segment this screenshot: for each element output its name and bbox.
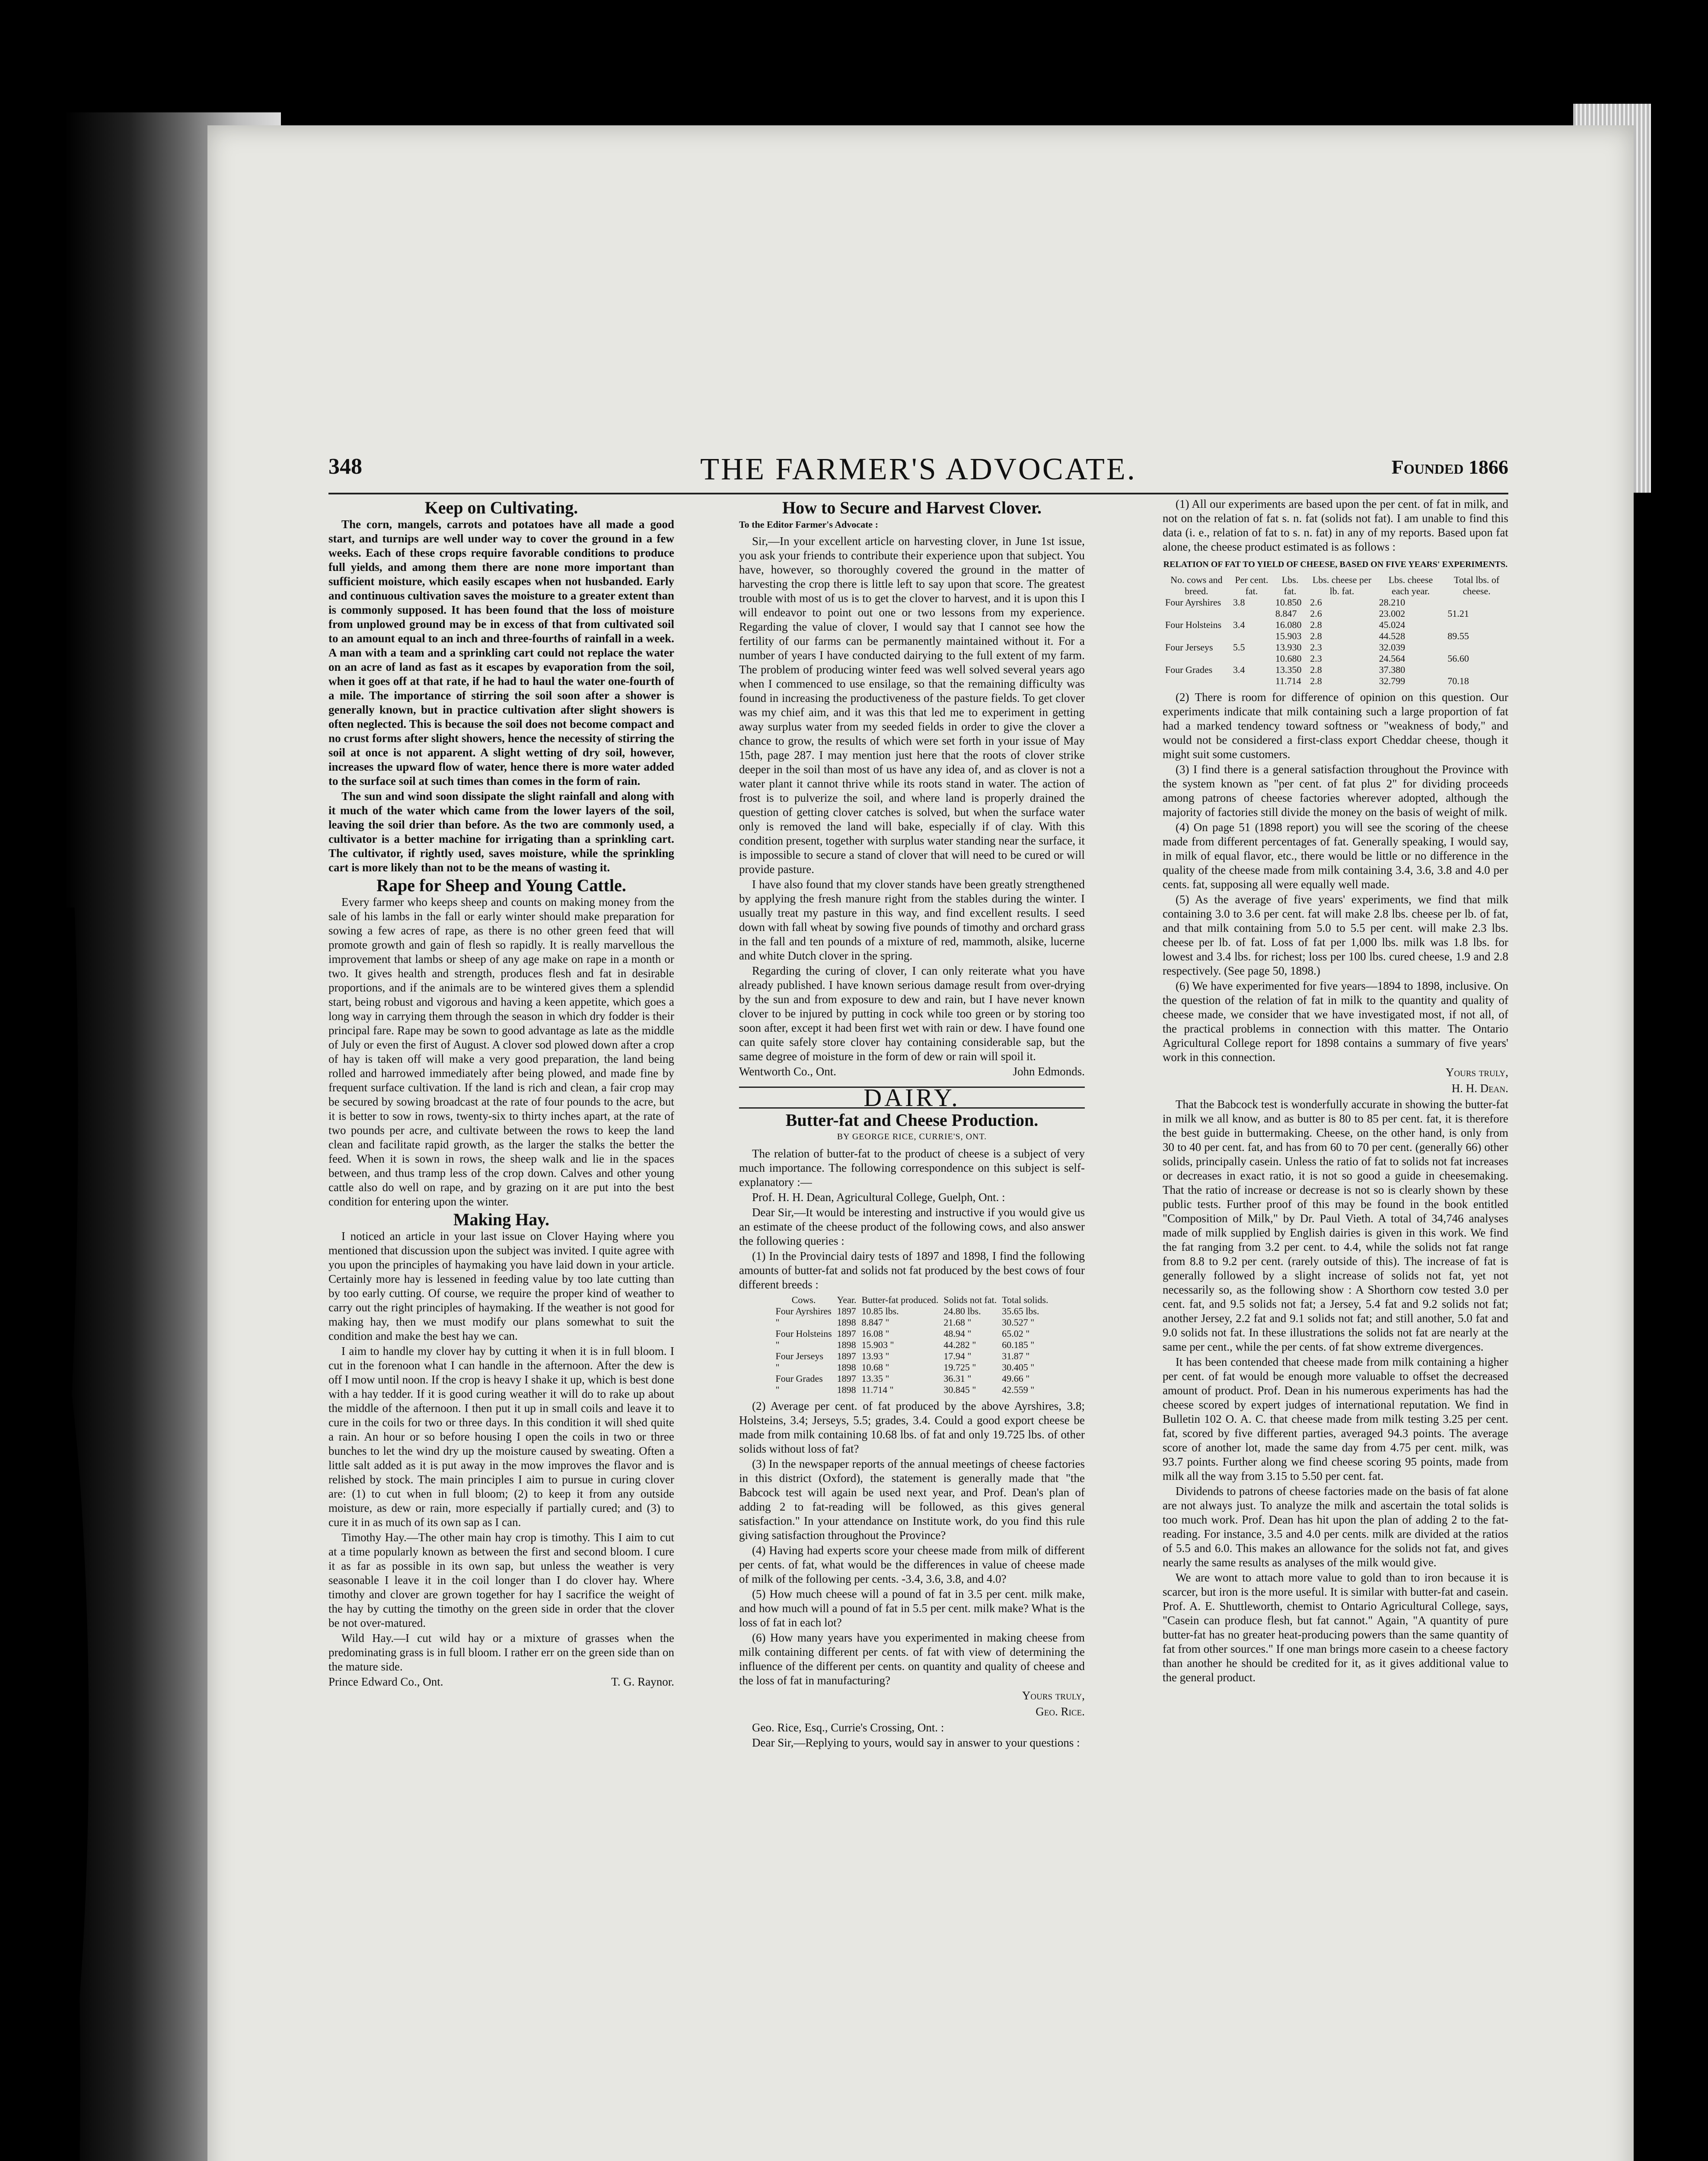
table-cell: 5.5: [1233, 642, 1245, 653]
table-header-cell: Total lbs. of cheese.: [1453, 574, 1500, 596]
table-header-cell: No. cows and breed.: [1170, 574, 1223, 596]
table-cell: 48.94 ": [943, 1328, 972, 1339]
table-cell: 28.210: [1379, 597, 1405, 608]
table-cell: 42.559 ": [1002, 1384, 1035, 1395]
table-cell: [1445, 619, 1508, 631]
table-row: [1163, 664, 1508, 676]
table-cell: 70.18: [1447, 676, 1469, 686]
paragraph: (4) Having had experts score your cheese made from milk of different per cents. of fat, what would be the differences in value of cheese made of milk of the following per cents. -3.4, 3.6, 3.8, and 4.0?: [739, 1544, 1085, 1585]
table-cell: ": [775, 1339, 780, 1350]
table-row: [773, 1351, 1051, 1362]
table-cell: ": [775, 1384, 780, 1395]
paragraph: I have also found that my clover stands have been greatly strengthened by applying the fresh manure right from the stables during the winter. I usually treat my pasture in this way, and find excellent results. I seed down with fall wheat by sowing five pounds of timothy and orchard grass in the fall and ten pounds of a mixture of red, mammoth, alsike, lucerne and white Dutch clover in the spring.: [739, 878, 1085, 962]
table-cell: [1230, 653, 1273, 664]
table-row: [773, 1317, 1051, 1328]
page-number: 348: [328, 454, 362, 479]
table-cell: 1897: [837, 1328, 856, 1339]
paragraph: (3) I find there is a general satisfaction throughout the Province with the system known as "per cent. of fat plus 2" for dividing proceeds among patrons of cheese factories wherever adopted, although the majority of factories still divide the money on the basis of weight of milk.: [1163, 763, 1508, 819]
table-cell: 32.799: [1379, 676, 1405, 686]
table-row: [1163, 676, 1508, 687]
table-cell: 3.8: [1233, 597, 1245, 608]
table-header-cell: Year.: [837, 1294, 857, 1305]
table-row: [773, 1384, 1051, 1396]
table-cell: 1897: [837, 1373, 856, 1384]
table-row: [773, 1362, 1051, 1373]
table-header-cell: Lbs. cheese each year.: [1388, 574, 1433, 596]
paragraph: Dear Sir,—It would be interesting and instructive if you would give us an estimate of the cheese product of the following cows, and also answer the following queries :: [739, 1206, 1085, 1247]
table-cell: 89.55: [1447, 631, 1469, 641]
signature-place: Wentworth Co., Ont.: [739, 1065, 837, 1078]
table-header-cell: Per cent. fat.: [1235, 574, 1268, 596]
header-rule: [328, 493, 1508, 494]
paragraph: (2) Average per cent. of fat produced by the above Ayrshires, 3.8; Holsteins, 3.4; Jerseys, 5.5; grades, 3.4. Could a good export cheese be made from milk containing 10.68 lbs. of fat and only 19.725 lbs. of other solids without loss of fat?: [739, 1399, 1085, 1455]
article-title-clover: How to Secure and Harvest Clover.: [782, 498, 1042, 517]
table-cell: Four Grades: [775, 1373, 823, 1384]
table-cell: 1898: [837, 1339, 856, 1350]
paragraph: Every farmer who keeps sheep and counts on making money from the sale of his lambs in the fall or early winter should make preparation for sowing a few acres of rape, as there is no other green feed that will promote growth and gain of flesh so rapidly. It is really marvellous the improvement that lambs or sheep of any age make on rape in a month or two. It gives health and strength, produces flesh and fat in desirable proportions, and if the animals are to be wintered gives them a splendid start, being robust and vigorous and having a keen appetite, which goes a long way in carrying them through the season in which dry fodder is their principal fare. Rape may be sown to good advantage as late as the middle of July or even the first of August. A clover sod plowed down after a crop of hay is taken off will make a very good preparation, the land being rolled and harrowed immediately after being plowed, and made fine by frequent surface cultivation. If the land is rich and clean, a fair crop may be secured by sowing broadcast at the rate of four pounds to the acre, but it is better to sow in rows, twenty-six to thirty inches apart, at the rate of two pounds per acre, and cultivate between the rows to keep the land clean and facilitate rapid growth, as the larger the stalks the better the feed. When it is sown in rows, the sheep walk and lie in the spaces between, and thus tramp less of the crop down. Calves and other young cattle also do well on rape, and by grazing on it are put into the best condition for entering upon the winter.: [328, 896, 674, 1208]
table-cell: ": [775, 1362, 780, 1373]
table-cell: 36.31 ": [943, 1373, 972, 1384]
paragraph: Dividends to patrons of cheese factories made on the basis of fat alone are not always just. To analyze the milk and ascertain the total solids is too much work. Prof. Dean has hit upon the plan of adding 2 to the fat-reading. For instance, 3.5 and 4.0 per cents. milk are divided at the ratios of 5.5 and 6.0. This makes an allowance for the solids not fat, and gives nearly the same results as analyses of the milk would give.: [1163, 1485, 1508, 1569]
table-cell: 49.66 ": [1002, 1373, 1030, 1384]
table-cell: 21.68 ": [943, 1317, 972, 1328]
table-row: [1163, 653, 1508, 664]
table-cell: 45.024: [1379, 619, 1405, 630]
table-header-cell: Butter-fat produced.: [861, 1294, 939, 1305]
table-cell: 31.87 ": [1002, 1351, 1030, 1361]
table-cell: 1898: [837, 1362, 856, 1373]
table-cell: [1445, 664, 1508, 676]
signature-name: John Edmonds.: [1013, 1065, 1085, 1078]
table-cell: 1898: [837, 1384, 856, 1395]
paragraph: The corn, mangels, carrots and potatoes have all made a good start, and turnips are well under way to cover the ground in a few weeks. Each of these crops require favorable conditions to produce full yields, and among them there are none more important than sufficient moisture, which easily escapes when not husbanded. Early and continuous cultivation saves the moisture to a greater extent than is commonly supposed. It has been found that the loss of moisture from unplowed ground may be in excess of that from cultivated soil to an amount equal to an inch and three-fourths of rainfall in a week. A man with a team and a sprinkling cart could not replace the water on an acre of land as fast as it escapes by evaporation from the soil, when it goes off at that rate, if he had to haul the water one-fourth of a mile. The importance of stirring the soil soon after a shower is generally known, but in practice cultivation after slight showers is often neglected. This is because the soil does not become compact and no crust forms after slight showers, hence the necessity of stirring the soil at once is not apparent. A slight wetting of dry soil, however, increases the upward flow of water, hence there is more water added to the surface soil at such times than comes in the form of rain.: [328, 518, 674, 787]
table-cell: 13.93 ": [861, 1351, 889, 1361]
table-cell: 2.8: [1310, 664, 1322, 675]
table-cell: 30.527 ": [1002, 1317, 1035, 1328]
table-cell: 65.02 ": [1002, 1328, 1030, 1339]
paragraph: (2) There is room for difference of opinion on this question. Our experiments indicate that milk containing such a large proportion of fat had a marked tendency toward softness or "weakness of body," and would not be considered a first-class export Cheddar cheese, though it might suit some customers.: [1163, 691, 1508, 761]
table-header-cell: Lbs. fat.: [1281, 574, 1299, 596]
table-cell: [1230, 676, 1273, 687]
table-header-cell: Lbs. cheese per lb. fat.: [1312, 574, 1372, 596]
table-cell: Four Ayrshires: [1165, 597, 1221, 608]
table-cell: Four Holsteins: [775, 1328, 832, 1339]
table-header-row: [773, 1294, 1051, 1306]
page-header: [328, 454, 1508, 493]
paragraph: Wild Hay.—I cut wild hay or a mixture of grasses when the predominating grass is in full bloom. I rather err on the green side than on the mature side.: [328, 1632, 674, 1673]
table-cell: 13.35 ": [861, 1373, 889, 1384]
table-cell: 1897: [837, 1351, 856, 1361]
article-title-hay: Making Hay.: [453, 1210, 550, 1229]
binding-holes: [0, 908, 130, 2161]
addressee: Prof. H. H. Dean, Agricultural College, Guelph, Ont. :: [752, 1191, 1005, 1204]
table-cell: 11.714 ": [861, 1384, 894, 1395]
article-title-rape: Rape for Sheep and Young Cattle.: [376, 876, 626, 895]
table-cell: 3.4: [1233, 664, 1245, 675]
table-cell: 16.08 ": [861, 1328, 889, 1339]
table-cell: 10.85 lbs.: [861, 1306, 899, 1316]
table-dairy-tests: [773, 1294, 1051, 1396]
table-cell: Four Grades: [1165, 664, 1213, 675]
closing: Yours truly,: [1445, 1066, 1508, 1079]
table-cell: 2.6: [1310, 608, 1322, 619]
article-body-cultivating: [328, 517, 674, 875]
paragraph: Timothy Hay.—The other main hay crop is timothy. This I aim to cut at a time popularly known as between the first and second bloom. I cure it as far as possible in its own sap, but unless the weather is very seasonable I leave it in the coil longer than I do clover hay. Where timothy and clover are grown together for hay I sacrifice the weight of the hay by cutting the timothy on the green side in order that the clover be not over-matured.: [328, 1531, 674, 1629]
masthead-title: THE FARMER'S ADVOCATE.: [700, 452, 1137, 486]
table-header-row: [1163, 574, 1508, 597]
section-heading-dairy: DAIRY.: [739, 1087, 1085, 1109]
column-middle: [739, 497, 1085, 2161]
paragraph: (3) In the newspaper reports of the annual meetings of cheese factories in this district (Oxford), the statement is generally made that "the Babcock test will again be used next year, and Prof. Dean's plan of adding 2 to fat-reading will be followed, as this gives general satisfaction." In your attendance on Institute work, do you find this rule giving satisfaction throughout the Province?: [739, 1457, 1085, 1542]
article-title-cultivating: Keep on Cultivating.: [424, 498, 578, 517]
table-row: [773, 1328, 1051, 1339]
paragraph: It has been contended that cheese made from milk containing a higher per cent. of fat would be enough more valuable to offset the decreased amount of product. Prof. Dean in his numerous experiments has had the cheese scored by expert judges of international reputation. We find in Bulletin 102 O. A. C. that cheese made from milk testing 3.25 per cent. fat, scored by five different parties, averaged 94.3 points. The average score of another lot, made the same day from 4.75 per cent. milk, was 93.7 points. Further along we find cheese scoring 95 points, made from milk all the way from 3.15 to 5.50 per cent. fat.: [1163, 1355, 1508, 1482]
table-cell: [1163, 608, 1230, 619]
table-title: RELATION OF FAT TO YIELD OF CHEESE, BASED ON FIVE YEARS' EXPERIMENTS.: [1163, 560, 1508, 569]
table-cell: 24.80 lbs.: [943, 1306, 981, 1316]
table-cell: Four Jerseys: [775, 1351, 824, 1361]
addressee: Geo. Rice, Esq., Currie's Crossing, Ont. :: [752, 1721, 944, 1734]
table-cell: 19.725 ": [943, 1362, 976, 1373]
paragraph: Sir,—In your excellent article on harvesting clover, in June 1st issue, you ask your friends to contribute their experience upon that subject. You have, however, so thoroughly covered the ground in the matter of harvesting the crop there is little left to say upon that score. The greatest trouble with most of us is to get the clover to harvest, and it is upon this I will endeavor to point out one or two lessons from my experience. Regarding the value of clover, I would say that I cannot see how the fertility of our farms can be permanently maintained without it. For a number of years I have conducted dairying to the full extent of my farm. The problem of producing winter feed was well solved several years ago when I commenced to use ensilage, so that the remaining difficulty was found in increasing the productiveness of the pasture fields. To get clover was my chief aim, and it was this that led me to experiment in getting away surplus water from my seeded fields in order to give the clover a chance to grow, the results of which were set forth in your issue of May 15th, page 287. I may mention just here that the roots of clover strike deeper in the soil than most of us have any idea of, and as clover is not a water plant it cannot thrive while its roots stand in water. The action of frost is to pulverize the soil, and where land is properly drained the question of getting clover catches is solved, but when the surface water only is removed the land will bake, especially if of clay. With this condition present, together with surplus water standing near the surface, it is impossible to secure a stand of clover that will need to be cured or will provide pasture.: [739, 535, 1085, 876]
table-cell: Four Jerseys: [1165, 642, 1213, 653]
table-row: [1163, 608, 1508, 619]
table-cell: 23.002: [1379, 608, 1405, 619]
column-left: [328, 497, 674, 2161]
paragraph: I noticed an article in your last issue on Clover Haying where you mentioned that discussion upon the subject was invited. I quite agree with you upon the principles of haymaking you have laid down in your article. Certainly more hay is lessened in feeding value by too late cutting than by too early cutting. Of course, we require the proper kind of weather to carry out the right principles of haymaking. If the weather is not good for making hay, then we must modify our plans somewhat to suit the condition and make the best hay we can.: [328, 1230, 674, 1342]
paragraph: (5) As the average of five years' experiments, we find that milk containing 3.0 to 3.6 per cent. fat will make 2.8 lbs. cheese per lb. of fat, and that milk containing from 5.0 to 5.5 per cent. will make 2.3 lbs. cheese per lb. of fat. Loss of fat per 1,000 lbs. milk was 1.8 lbs. for lowest and 3.4 lbs. for richest; loss per 100 lbs. cured cheese, 1.9 and 2.8 respectively. (See page 50, 1898.): [1163, 893, 1508, 977]
table-row: [773, 1306, 1051, 1317]
table-row: [1163, 597, 1508, 608]
signature-row: [739, 1065, 1085, 1079]
table-cell: 2.8: [1310, 619, 1322, 630]
table-cell: 60.185 ": [1002, 1339, 1035, 1350]
table-cell: 37.380: [1379, 664, 1405, 675]
table-cell: [1163, 653, 1230, 664]
paragraph: We are wont to attach more value to gold than to iron because it is scarcer, but iron is the more useful. It is similar with butter-fat and casein. Prof. A. E. Shuttleworth, chemist to Ontario Agricultural College, says, "Casein can produce flesh, but fat cannot." Again, "A quantity of pure butter-fat has no greater heat-producing powers than the same quantity of fat from other sources." If one man brings more casein to a cheese factory than another he should be credited for it, as it gives additional value to the general product.: [1163, 1571, 1508, 1684]
table-cell: [1230, 608, 1273, 619]
table-cell: 2.6: [1310, 597, 1322, 608]
table-cell: 10.680: [1275, 653, 1302, 664]
paragraph: I aim to handle my clover hay by cutting it when it is in full bloom. I cut in the forenoon what I can handle in the afternoon. After the dew is off I mow until noon. If the crop is heavy I shake it up, which is best done with a hay tedder. If it is good curing weather it will do to rake up about the middle of the afternoon. I then put it up in small coils and leave it to cure in the coils for two or three days. In this condition it will shed quite a rain. An hour or so before housing I open the coils in two or three bunches to let the wind dry up the moisture caused by sweating. Often a little salt added as it is put away in the mow improves the flavor and is relished by stock. The main principles I aim to pursue in curing clover are: (1) to cut when in full bloom; (2) to keep it from any outside moisture, as dew or rain, more especially if partially cured; and (3) to cure it in as much of its own sap as I can.: [328, 1345, 674, 1529]
table-cell: 13.350: [1275, 664, 1302, 675]
table-cell: 24.564: [1379, 653, 1405, 664]
table-cell: 44.528: [1379, 631, 1405, 641]
table-row: [1163, 642, 1508, 653]
founded-label: Founded 1866: [1391, 456, 1508, 478]
table-cell: [1230, 631, 1273, 642]
closing-name: Geo. Rice.: [1036, 1705, 1085, 1718]
signature-row: [328, 1675, 674, 1689]
table-cell: 2.8: [1310, 631, 1322, 641]
to-editor-line: To the Editor Farmer's Advocate :: [739, 519, 879, 530]
table-cell: 30.405 ": [1002, 1362, 1035, 1373]
table-cell: 32.039: [1379, 642, 1405, 653]
table-cell: 44.282 ": [943, 1339, 976, 1350]
table-cell: Four Ayrshires: [775, 1306, 832, 1316]
table-row: [773, 1339, 1051, 1351]
table-cell: [1163, 631, 1230, 642]
paragraph: (6) We have experimented for five years—1894 to 1898, inclusive. On the question of the relation of fat in milk to the quantity and quality of cheese made, we consider that we have investigated most, if not all, of the practical problems in connection with this matter. The Ontario Agricultural College report for 1898 contains a summary of five years' work in this connection.: [1163, 979, 1508, 1064]
table-row: [1163, 631, 1508, 642]
table-cell: 13.930: [1275, 642, 1302, 653]
paragraph: Regarding the curing of clover, I can only reiterate what you have already published. I have known serious damage result from over-drying by the sun and from exposure to dew and rain, but I have never known clover to be injured by putting in cock while too green or by storing too soon after, except it had been first wet with rain or dew. I have found one can quite safely store clover hay containing considerable sap, but the same degree of moisture in the form of dew or rain will spoil it.: [739, 964, 1085, 1063]
table-header-cell: Total solids.: [1002, 1294, 1048, 1305]
paragraph: (6) How many years have you experimented in making cheese from milk containing different per cents. of fat with view of determining the influence of the different per cents. on quantity and quality of cheese and the loss of fat in manufacturing?: [739, 1631, 1085, 1687]
column-right: [1163, 497, 1508, 2161]
table-cell: 51.21: [1447, 608, 1469, 619]
table-cell: ": [775, 1317, 780, 1328]
closing: Yours truly,: [1022, 1689, 1085, 1702]
table-cell: [1163, 676, 1230, 687]
scan-border-top: [0, 0, 1708, 112]
table-header-cell: Cows.: [791, 1294, 816, 1305]
paragraph: The relation of butter-fat to the product of cheese is a subject of very much importance. The following correspondence on this subject is self-explanatory :—: [739, 1147, 1085, 1189]
paragraph: (5) How much cheese will a pound of fat in 3.5 per cent. milk make, and how much will a pound of fat in 5.5 per cent. milk make? What is the loss of fat in each lot?: [739, 1587, 1085, 1629]
table-cell: 15.903 ": [861, 1339, 894, 1350]
paragraph: (1) In the Provincial dairy tests of 1897 and 1898, I find the following amounts of butter-fat and solids not fat produced by the best cows of four different breeds :: [739, 1249, 1085, 1291]
table-cell: 2.8: [1310, 676, 1322, 686]
table-cell: 10.850: [1275, 597, 1302, 608]
table-cell: 8.847 ": [861, 1317, 889, 1328]
paragraph: That the Babcock test is wonderfully accurate in showing the butter-fat in milk we all know, and as butter is 80 to 85 per cent. fat, it is therefore the best guide in buttermaking. Cheese, on the other hand, is only from 30 to 40 per cent. fat, and has from 60 to 70 per cent. (generally 66) other solids, principally casein. Unless the ratio of fat to solids not fat increases or decreases in exact ratio, it is not so good a guide in cheesemaking. That the ratio of increase or decrease is not so is clearly shown by these public tests. Further proof of this may be found in the book entitled "Composition of Milk," by Dr. Paul Vieth. A total of 34,746 analyses made of milk supplied by English dairies is given in this work. We find the fat ranging from 3.2 per cent. to 4.4, while the solids not fat range from 8.8 to 9.2 per cent. (rarely outside of this). The increase of fat is generally followed by a slight increase of solids not fat, yet not necessarily so, as the following show : A Shorthorn cow tested 3.0 per cent. fat, and 9.5 solids not fat; a Jersey, 5.4 fat and 9.2 solids not fat; another Jersey, 2.2 fat and 9.1 solids not fat; and still another, 5.0 fat and 9.0 solids not fat. In these illustrations the solids not fat are nearly at the same per cent., while the per cents. of fat show extreme divergences.: [1163, 1098, 1508, 1353]
table-cell: 2.3: [1310, 642, 1322, 653]
paragraph: (4) On page 51 (1898 report) you will see the scoring of the cheese made from different percentages of fat. Generally speaking, I would say, in milk of equal flavor, etc., there would be little or no difference in the quality of the cheese made from milk containing 3.4, 3.6, 3.8 and 4.0 per cents. fat, supposing all were equally well made.: [1163, 821, 1508, 891]
table-cheese-yield: [1163, 574, 1508, 687]
table-row: [1163, 619, 1508, 631]
table-cell: 30.845 ": [943, 1384, 976, 1395]
table-cell: 17.94 ": [943, 1351, 972, 1361]
table-cell: 1897: [837, 1306, 856, 1316]
paragraph: Dear Sir,—Replying to yours, would say in answer to your questions :: [752, 1736, 1080, 1749]
signature-place: Prince Edward Co., Ont.: [328, 1675, 443, 1688]
table-cell: Four Holsteins: [1165, 619, 1222, 630]
table-cell: [1445, 642, 1508, 653]
table-cell: 16.080: [1275, 619, 1302, 630]
article-title-butterfat: Butter-fat and Cheese Production.: [785, 1110, 1039, 1130]
table-cell: 2.3: [1310, 653, 1322, 664]
table-cell: [1445, 597, 1508, 608]
byline: BY GEORGE RICE, CURRIE'S, ONT.: [837, 1132, 987, 1141]
table-cell: 35.65 lbs.: [1002, 1306, 1039, 1316]
table-cell: 3.4: [1233, 619, 1245, 630]
paragraph: (1) All our experiments are based upon the per cent. of fat in milk, and not on the relation of fat s. n. fat (solids not fat). I am unable to find this data (i. e., relation of fat to s. n. fat) in any of my reports. Based upon fat alone, the cheese product estimated is as follows :: [1163, 497, 1508, 553]
table-cell: 8.847: [1275, 608, 1297, 619]
table-cell: 11.714: [1275, 676, 1301, 686]
closing-name: H. H. Dean.: [1451, 1082, 1508, 1095]
table-cell: 10.68 ": [861, 1362, 889, 1373]
table-row: [773, 1373, 1051, 1384]
table-cell: 1898: [837, 1317, 856, 1328]
table-header-cell: Solids not fat.: [943, 1294, 997, 1305]
table-cell: 15.903: [1275, 631, 1302, 641]
signature-name: T. G. Raynor.: [611, 1675, 674, 1688]
paragraph: The sun and wind soon dissipate the slight rainfall and along with it much of the water which came from the lower layers of the soil, leaving the soil drier than before. As the two are commonly used, a cultivator is a better machine for irrigating than a sprinkling cart. The cultivator, if rightly used, saves moisture, while the sprinkling cart is more likely than not to be the means of wasting it.: [328, 790, 674, 874]
table-cell: 56.60: [1447, 653, 1469, 664]
